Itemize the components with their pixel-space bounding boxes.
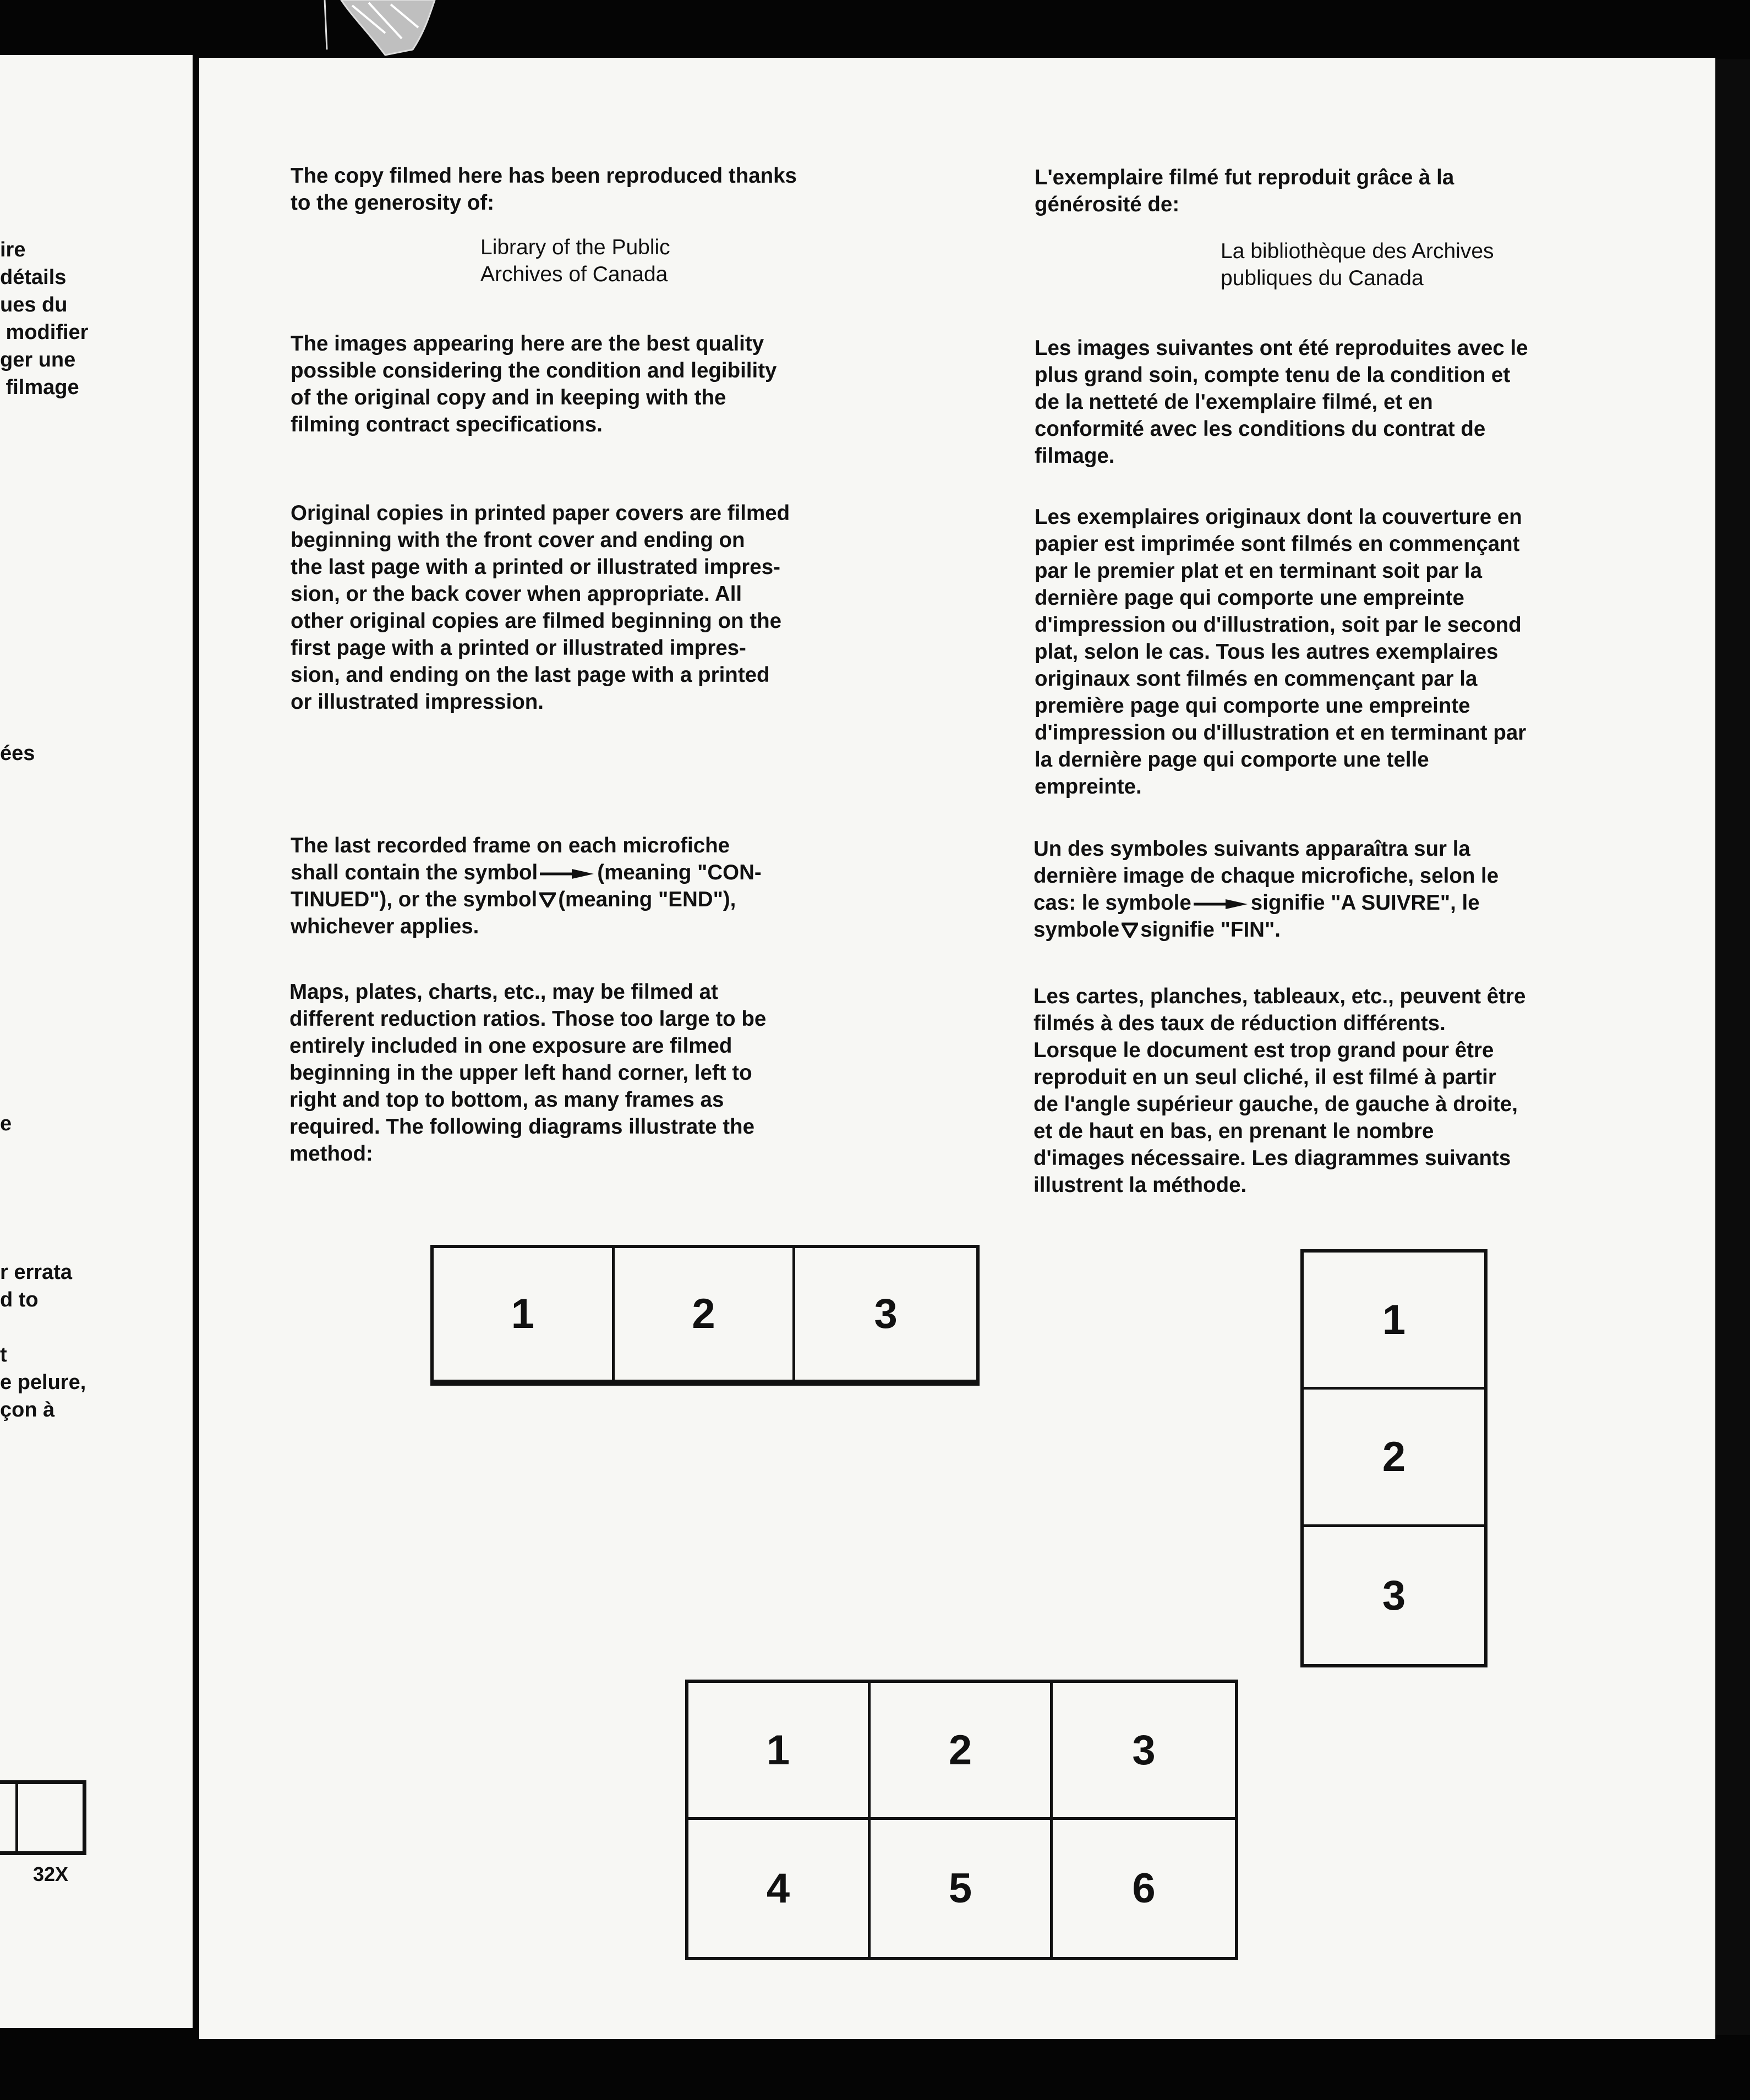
- english-credit: Library of the Public Archives of Canada: [480, 236, 670, 286]
- diagram-cell: 1: [434, 1248, 615, 1382]
- french-originals-paragraph: Les exemplaires originaux dont la couverture en papier est imprimée sont filmés en commençant par le premier plat et en terminant soit par la dernière page qui comporte une empreinte d'impression ou d'illustration, soit par le second plat, selon le cas. Tous les autres exemplaires originaux sont filmés en commençant par la première page qui comporte une empreinte d'impression ou d'illustration et en terminant par la dernière page qui comporte une telle empreinte.: [1035, 505, 1527, 799]
- diagram-cell: 4: [688, 1820, 871, 1957]
- french-maps-paragraph: Les cartes, planches, tableaux, etc., peuvent être filmés à des taux de réduction différents. Lorsque le document est trop grand pour être reproduit en un seul cliché, il est filmé à partir de l'angle supérieur gauche, de gauche à droite, et de haut en bas, en prenant le nombre d'images nécessaire. Les diagrammes suivants illustrent la méthode.: [1033, 985, 1526, 1197]
- english-symbols-text-2: (meaning "CON- TINUED"), or the symbol: [291, 861, 762, 911]
- left-fragment: çon à: [0, 1398, 55, 1421]
- diagram-cell: 3: [1382, 1572, 1406, 1619]
- resolution-target-boxes: [0, 1780, 86, 1855]
- left-fragment: ues du: [0, 293, 68, 316]
- french-symbols-text-3: signifie "FIN".: [1140, 918, 1281, 942]
- diagram-cell: 2: [871, 1683, 1053, 1820]
- diagram-cell: 2: [615, 1248, 796, 1382]
- diagram-cell: 2: [1304, 1390, 1484, 1527]
- left-fragment: e: [0, 1112, 12, 1135]
- left-fragment: ger une: [0, 348, 76, 371]
- left-fragment: r errata: [0, 1261, 72, 1284]
- film-debris-decoration: [319, 0, 440, 61]
- english-originals-paragraph: Original copies in printed paper covers are filmed beginning with the front cover and ending on the last page with a printed or illustrated impres- sion, or the back cover when appropriate. All other original copies are filmed beginning on the first page with a printed or illustrated impres- sion, and ending on the last page with a printed or illustrated impression.: [291, 501, 790, 714]
- english-maps-paragraph: Maps, plates, charts, etc., may be filmed at different reduction ratios. Those too large to be entirely included in one exposure are filmed beginning in the upper left hand corner, left to right and top to bottom, as many frames as required. The following diagrams illustrate the method:: [289, 980, 767, 1166]
- english-quality-paragraph: The images appearing here are the best quality possible considering the condition and legibility of the original copy and in keeping with the filming contract specifications.: [291, 332, 777, 436]
- french-symbols-paragraph: [1033, 835, 1499, 943]
- english-symbols-text-3: (meaning "END"), whichever applies.: [291, 888, 736, 938]
- french-symbols-text-2: signifie "A SUIVRE", le symbole: [1033, 891, 1480, 942]
- diagram-vertical-column: [1300, 1249, 1488, 1667]
- reduction-label: 32X: [33, 1863, 69, 1885]
- diagram-cell: 1: [688, 1683, 871, 1820]
- left-fragment: ées: [0, 742, 35, 765]
- left-fragment: ire: [0, 238, 26, 261]
- french-symbols-text-1: Un des symboles suivants apparaîtra sur la dernière image de chaque microfiche, selon le cas: le symbole: [1033, 837, 1499, 915]
- french-quality-paragraph: Les images suivantes ont été reproduites avec le plus grand soin, compte tenu de la condition et de la netteté de l'exemplaire filmé, et en conformité avec les conditions du contrat de filmage.: [1035, 336, 1528, 468]
- english-intro: The copy filmed here has been reproduced thanks to the generosity of:: [291, 164, 797, 215]
- diagram-cell: 3: [1053, 1683, 1235, 1820]
- left-fragment: filmage: [0, 376, 79, 399]
- end-triangle-icon: [1122, 922, 1138, 938]
- left-fragment: e pelure,: [0, 1371, 86, 1394]
- continued-arrow-icon: [1194, 899, 1249, 910]
- english-symbols-text-1: The last recorded frame on each microfiche shall contain the symbol: [291, 834, 730, 884]
- diagram-cell: 6: [1132, 1865, 1156, 1912]
- diagram-cell: 5: [871, 1820, 1053, 1957]
- left-fragment: détails: [0, 266, 67, 289]
- continued-arrow-icon: [540, 868, 595, 879]
- diagram-horizontal-row: [430, 1245, 980, 1386]
- end-triangle-icon: [539, 892, 556, 907]
- left-fragment: t: [0, 1343, 7, 1366]
- right-film-edge: [1715, 59, 1750, 2035]
- left-fragment: d to: [0, 1288, 39, 1311]
- french-credit: La bibliothèque des Archives publiques du Canada: [1221, 239, 1494, 290]
- left-page-sliver: [0, 55, 193, 2028]
- diagram-two-by-three-grid: [685, 1680, 1238, 1960]
- diagram-cell: 3: [795, 1248, 976, 1382]
- diagram-cell: 1: [1304, 1253, 1484, 1390]
- left-fragment: modifier: [0, 321, 89, 344]
- french-intro: L'exemplaire filmé fut reproduit grâce à la générosité de:: [1035, 166, 1454, 216]
- english-symbols-paragraph: [291, 832, 762, 940]
